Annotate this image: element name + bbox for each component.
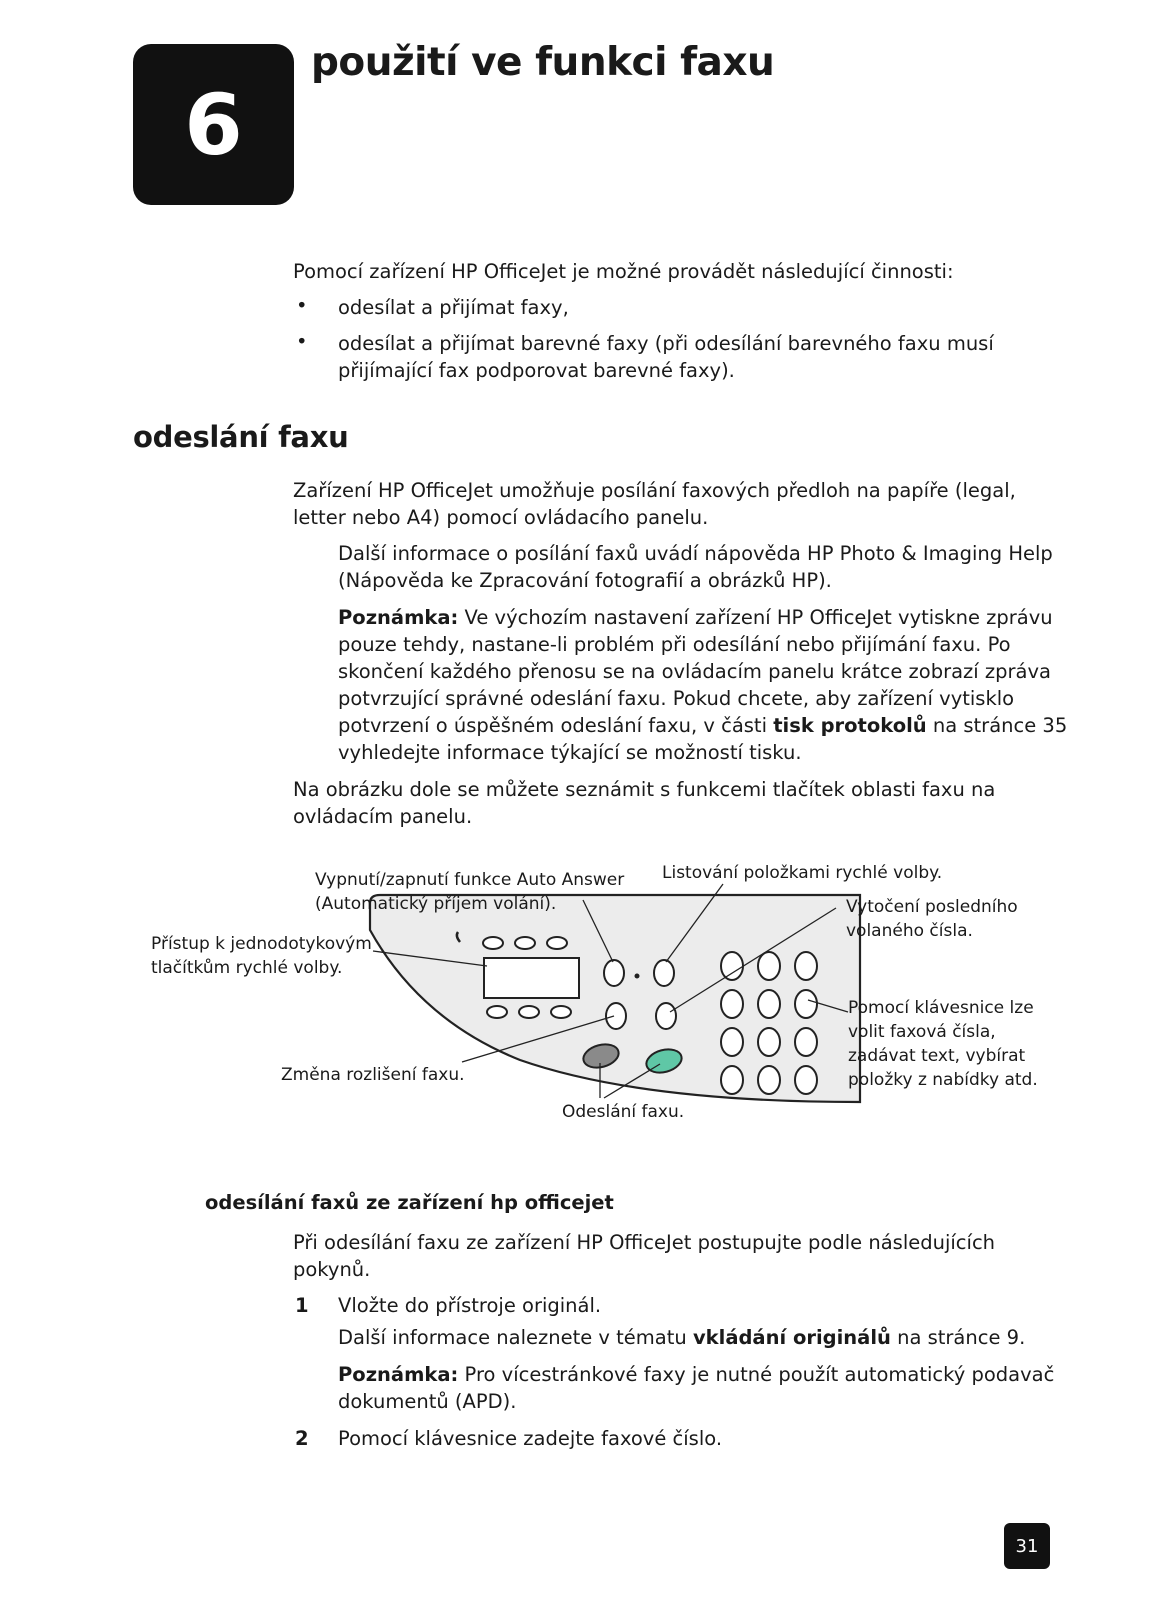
step-number: 1 (295, 1294, 309, 1317)
one-touch-button (487, 1006, 507, 1018)
step-number: 2 (295, 1427, 309, 1450)
note-label: Poznámka: (338, 1363, 459, 1386)
note-line-3: skončení každého přenosu se na ovládacím panelu krátce zobrazí zpráva (338, 660, 1051, 683)
note-line-4: potvrzující správné odeslání faxu. Pokud chcete, aby zařízení vytisklo (338, 687, 1015, 710)
step1-note-line2: dokumentů (APD). (338, 1390, 517, 1413)
callout-redial-1: Vytočení posledního (846, 897, 1018, 917)
intro-bullet-1: odesílat a přijímat faxy, (338, 296, 569, 319)
callout-speed-scroll: Listování položkami rychlé volby. (662, 863, 943, 883)
redial-button (656, 1003, 676, 1029)
one-touch-button (551, 1006, 571, 1018)
intro-lead: Pomocí zařízení HP OfficeJet je možné provádět následující činnosti: (293, 260, 954, 283)
callout-auto-answer-1: Vypnutí/zapnutí funkce Auto Answer (315, 870, 625, 890)
intro-bullet-2: odesílat a přijímat barevné faxy (při odesílání barevného faxu musí (338, 332, 994, 355)
callout-send: Odeslání faxu. (562, 1102, 685, 1122)
note-text: Pro vícestránkové faxy je nutné použít automatický podavač (464, 1363, 1055, 1386)
section1-para2-line1: Další informace o posílání faxů uvádí nápověda HP Photo & Imaging Help (338, 542, 1053, 565)
one-touch-button (483, 937, 503, 949)
section1-para1-line2: letter nebo A4) pomocí ovládacího panelu. (293, 506, 709, 529)
bullet-dot: • (296, 294, 308, 317)
link-vkladani-originalu[interactable]: vkládání originálů (692, 1326, 891, 1349)
section-heading-send-fax: odeslání faxu (133, 420, 349, 454)
page-number: 31 (1015, 1535, 1039, 1557)
section2-lead-line2: pokynů. (293, 1258, 371, 1281)
chapter-title: použití ve funkci faxu (311, 40, 775, 85)
chapter-number: 6 (184, 75, 243, 174)
step1-info-text: na stránce 9. (890, 1326, 1026, 1349)
section1-para3-line2: ovládacím panelu. (293, 805, 473, 828)
link-tisk-protokolu[interactable]: tisk protokolů (773, 714, 927, 737)
callout-resolution: Změna rozlišení faxu. (281, 1065, 465, 1085)
callout-auto-answer-2: (Automatický příjem volání). (315, 894, 557, 914)
display-screen (484, 958, 579, 998)
bullet-dot: • (296, 330, 308, 353)
note-text: na stránce 35 (926, 714, 1068, 737)
page-number-box (1004, 1523, 1050, 1569)
step1-info (338, 1324, 1025, 1351)
note-line-2: pouze tehdy, nastane-li problém při odesílání nebo přijímání faxu. Po (338, 633, 1011, 656)
indicator-light (635, 974, 640, 979)
step2-text: Pomocí klávesnice zadejte faxové číslo. (338, 1427, 723, 1450)
callout-keypad-2: volit faxová čísla, (848, 1022, 996, 1042)
resolution-button (606, 1003, 626, 1029)
step1-text: Vložte do přístroje originál. (338, 1294, 602, 1317)
step1-note-line1 (338, 1361, 1054, 1388)
callout-one-touch-2: tlačítkům rychlé volby. (151, 958, 343, 978)
callout-keypad-4: položky z nabídky atd. (848, 1070, 1038, 1090)
one-touch-button (515, 937, 535, 949)
callout-keypad-1: Pomocí klávesnice lze (848, 998, 1034, 1018)
note-label: Poznámka: (338, 606, 459, 629)
section1-para3-line1: Na obrázku dole se můžete seznámit s funkcemi tlačítek oblasti faxu na (293, 778, 996, 801)
callout-redial-2: volaného čísla. (846, 921, 973, 941)
section2-lead-line1: Při odesílání faxu ze zařízení HP OfficeJet postupujte podle následujících (293, 1231, 996, 1254)
one-touch-button (519, 1006, 539, 1018)
section1-para2-line2: (Nápověda ke Zpracování fotografií a obrázků HP). (338, 569, 832, 592)
subsection-heading: odesílání faxů ze zařízení hp officejet (205, 1191, 614, 1214)
one-touch-button (547, 937, 567, 949)
callout-keypad-3: zadávat text, vybírat (848, 1046, 1026, 1066)
note-text: potvrzení o úspěšném odeslání faxu, v části (338, 714, 774, 737)
note-text: Ve výchozím nastavení zařízení HP OfficeJet vytiskne zprávu (464, 606, 1053, 629)
step1-info-text: Další informace naleznete v tématu (338, 1326, 693, 1349)
intro-bullet-2-cont: přijímající fax podporovat barevné faxy). (338, 359, 735, 382)
note-line-6: vyhledejte informace týkající se možností tisku. (338, 741, 802, 764)
speed-dial-button (654, 960, 674, 986)
callout-one-touch-1: Přístup k jednodotykovým (151, 934, 372, 954)
auto-answer-button (604, 960, 624, 986)
section1-para1-line1: Zařízení HP OfficeJet umožňuje posílání faxových předloh na papíře (legal, (293, 479, 1016, 502)
